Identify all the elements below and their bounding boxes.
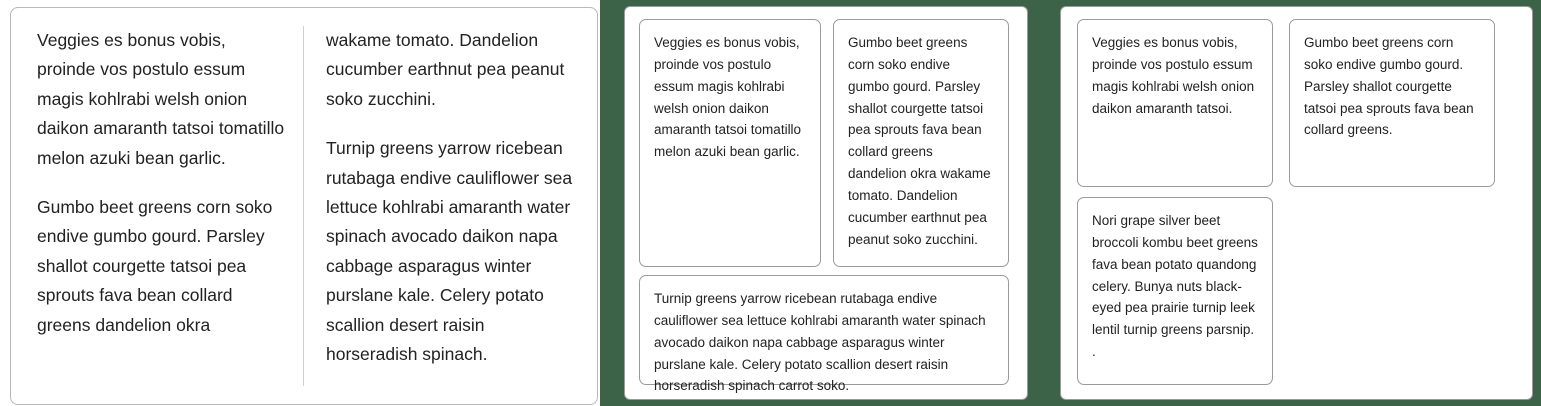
box-text: Gumbo beet greens corn soko endive gumbo gourd. Parsley shallot courgette tatsoi pea sprouts fava bean collard greens dandelion okra wakame tomato. Dandelion cucumber earthnut pea peanut soko zucchini. bbox=[848, 35, 991, 247]
box-text: Gumbo beet greens corn soko endive gumbo gourd. Parsley shallot courgette tatsoi pea sprouts fava bean collard greens. bbox=[1304, 35, 1474, 138]
paragraph: Gumbo beet greens corn soko endive gumbo gourd. Parsley shallot courgette tatsoi pea sprouts fava bean collard greens dandelion okra bbox=[37, 196, 273, 335]
content-box bbox=[833, 19, 1009, 267]
panel-grid-three-boxes bbox=[616, 0, 1036, 406]
content-box bbox=[1077, 19, 1273, 187]
box-text: Veggies es bonus vobis, proinde vos postulo essum magis kohlrabi welsh onion daikon amaranth tatsoi tomatillo melon azuki bean garlic. bbox=[654, 35, 802, 160]
grid-card bbox=[1060, 6, 1533, 400]
box-text: Turnip greens yarrow ricebean rutabaga endive cauliflower sea lettuce kohlrabi amaranth water spinach avocado daikon napa cabbage asparagus winter purslane kale. Celery potato scallion desert raisin horseradish spinach carrot soko. bbox=[654, 291, 986, 394]
content-box bbox=[639, 19, 821, 267]
column-right bbox=[304, 26, 577, 386]
paragraph: Veggies es bonus vobis, proinde vos postulo essum magis kohlrabi welsh onion daikon amaranth tatsoi tomatillo melon azuki bean garlic. bbox=[37, 30, 285, 168]
grid-card bbox=[624, 6, 1028, 400]
content-box bbox=[1289, 19, 1495, 187]
panel-grid-three-boxes-alt bbox=[1052, 0, 1541, 406]
box-text: Veggies es bonus vobis, proinde vos postulo essum magis kohlrabi welsh onion daikon amaranth tatsoi. bbox=[1092, 35, 1255, 116]
two-column-card bbox=[10, 7, 598, 405]
content-box bbox=[1077, 197, 1273, 385]
paragraph: Turnip greens yarrow ricebean rutabaga endive cauliflower sea lettuce kohlrabi amaranth water spinach avocado daikon napa cabbage asparagus winter purslane kale. Celery potato scallion desert raisin horseradish spinach. bbox=[326, 138, 573, 364]
panel-two-column bbox=[0, 0, 600, 406]
divider-band bbox=[600, 0, 616, 406]
content-box bbox=[639, 275, 1009, 394]
box-text: Nori grape silver beet broccoli kombu beet greens fava bean potato quandong celery. Bunya nuts black-eyed pea prairie turnip leek lentil turnip greens parsnip. . bbox=[1092, 213, 1258, 360]
column-left bbox=[31, 26, 304, 386]
paragraph: wakame tomato. Dandelion cucumber earthnut pea peanut soko zucchini. bbox=[326, 30, 565, 109]
divider-band bbox=[1036, 0, 1052, 406]
